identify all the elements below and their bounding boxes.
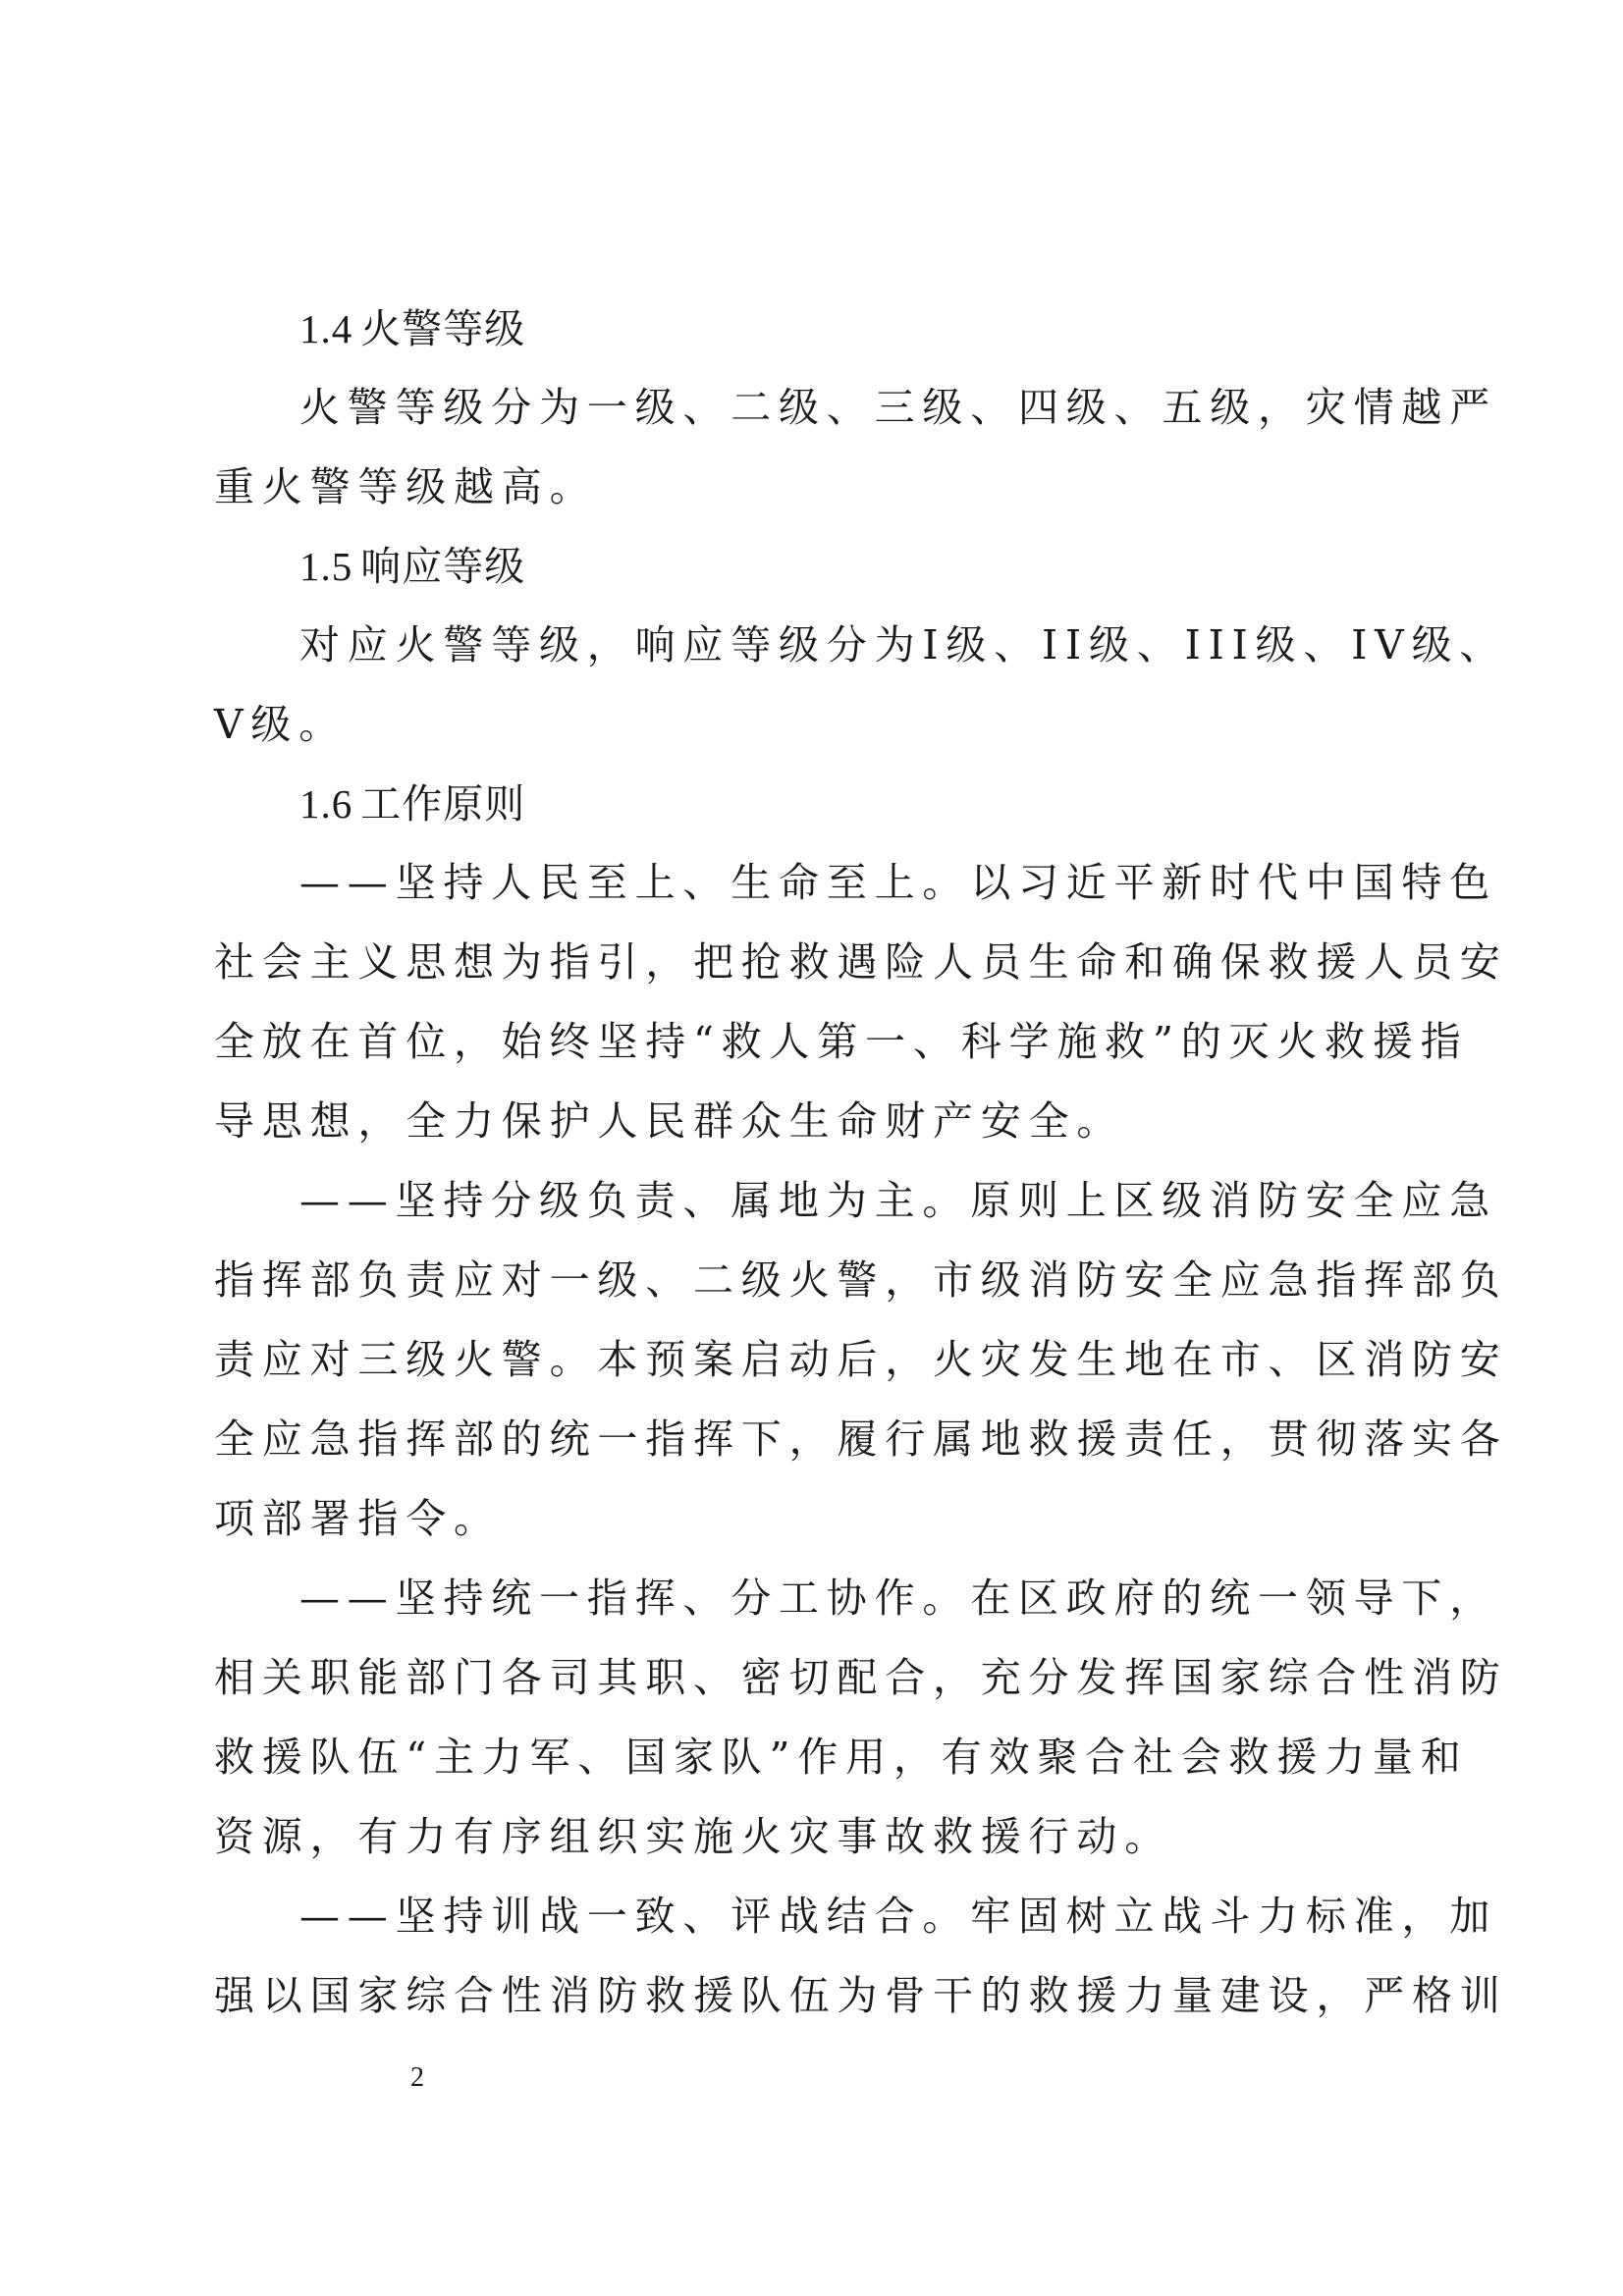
paragraph-line: ——坚持人民至上、生命至上。以习近平新时代中国特色 — [299, 859, 1497, 906]
paragraph-line: 全应急指挥部的统一指挥下，履行属地救援责任，贯彻落实各 — [214, 1415, 1508, 1463]
paragraph-line: 资源，有力有序组织实施火灾事故救援行动。 — [214, 1813, 1172, 1860]
paragraph-line: ——坚持统一指挥、分工协作。在区政府的统一领导下， — [299, 1575, 1497, 1622]
paragraph-line: 救援队伍“主力军、国家队”作用，有效聚合社会救援力量和 — [214, 1734, 1469, 1781]
paragraph-line: V级。 — [214, 701, 348, 748]
paragraph-line: 对应火警等级，响应等级分为Ⅰ级、II级、III级、IV级、 — [299, 621, 1508, 668]
paragraph-line: 导思想，全力保护人民群众生命财产安全。 — [214, 1097, 1125, 1145]
paragraph-line: 强以国家综合性消防救援队伍为骨干的救援力量建设，严格训 — [214, 1972, 1508, 2019]
paragraph-line: 指挥部负责应对一级、二级火警，市级消防安全应急指挥部负 — [214, 1256, 1508, 1304]
paragraph-line: 全放在首位，始终坚持“救人第一、科学施救”的灭火救援指 — [214, 1018, 1469, 1065]
paragraph-line: ——坚持训战一致、评战结合。牢固树立战斗力标准，加 — [299, 1893, 1497, 1940]
section-title: 火警等级 — [360, 305, 526, 352]
paragraph-line: ——坚持分级负责、属地为主。原则上区级消防安全应急 — [299, 1177, 1497, 1224]
paragraph-line: 责应对三级火警。本预案启动后，火灾发生地在市、区消防安 — [214, 1336, 1508, 1383]
section-title: 响应等级 — [360, 543, 526, 590]
section-heading-1-4 — [214, 290, 1422, 368]
paragraph-line: 重火警等级越高。 — [214, 463, 598, 510]
paragraph-line: 社会主义思想为指引，把抢救遇险人员生命和确保救援人员安 — [214, 938, 1508, 986]
section-number: 1.4 — [299, 306, 353, 351]
section-number: 1.6 — [299, 781, 353, 827]
paragraph-line: 火警等级分为一级、二级、三级、四级、五级，灾情越严 — [299, 384, 1497, 431]
section-heading-1-5 — [214, 527, 1422, 606]
page-number: 2 — [410, 2062, 424, 2093]
paragraph-line: 相关职能部门各司其职、密切配合，充分发挥国家综合性消防 — [214, 1654, 1508, 1701]
section-number: 1.5 — [299, 544, 353, 589]
section-title: 工作原则 — [360, 780, 526, 828]
section-heading-1-6 — [214, 765, 1422, 843]
paragraph-line: 项部署指令。 — [214, 1495, 502, 1542]
document-body — [214, 290, 1508, 2036]
